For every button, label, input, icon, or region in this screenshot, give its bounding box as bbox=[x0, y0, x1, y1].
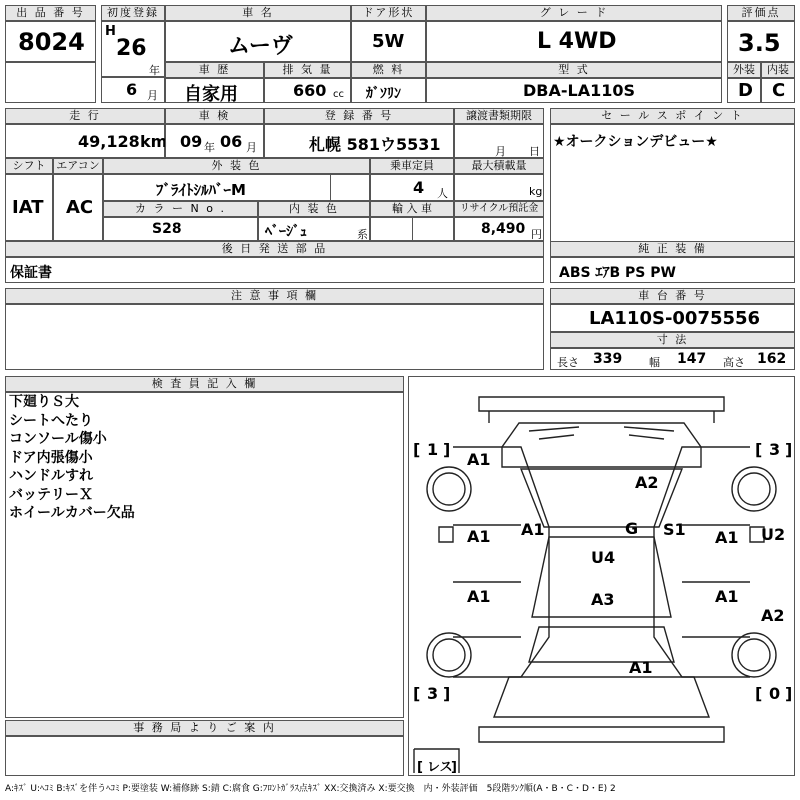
later-parts-label: 後 日 発 送 部 品 bbox=[5, 241, 544, 257]
length-label: 長さ bbox=[557, 356, 579, 369]
recycle-label: リサイクル預託金 bbox=[454, 201, 544, 217]
plate-label: 登 録 番 号 bbox=[264, 108, 454, 124]
displacement-label: 排 気 量 bbox=[264, 62, 351, 78]
inspection-month: 06 bbox=[220, 132, 243, 151]
tire-rl-value: 3 bbox=[427, 684, 439, 703]
tire-fr-open: [ bbox=[755, 440, 763, 459]
transfer-month-unit: 月 bbox=[495, 145, 506, 158]
capacity-cell bbox=[370, 174, 454, 201]
shift: IAT bbox=[12, 197, 44, 218]
tire-rr-close: ] bbox=[785, 684, 793, 703]
capacity-unit: 人 bbox=[437, 187, 448, 200]
inspection-label: 車 検 bbox=[165, 108, 264, 124]
mark-14: A1 bbox=[629, 658, 653, 677]
exterior-label: 外装 bbox=[727, 62, 761, 78]
tire-rr-value: 0 bbox=[769, 684, 781, 703]
inspector-line-4: ドア内張傷小 bbox=[9, 449, 93, 466]
recycle-cell bbox=[454, 217, 544, 241]
import-divider bbox=[412, 217, 413, 241]
car-name-cell bbox=[165, 21, 351, 62]
grade-label: グ レ ー ド bbox=[426, 5, 722, 21]
mileage: 49,128 bbox=[78, 132, 140, 151]
color-no-cell bbox=[103, 217, 258, 241]
width-label: 幅 bbox=[649, 356, 660, 369]
load-unit: kg bbox=[529, 185, 543, 198]
car-name-label: 車 名 bbox=[165, 5, 351, 21]
mark-9: U4 bbox=[591, 548, 616, 567]
ext-color-divider bbox=[330, 174, 370, 201]
interior-grade: C bbox=[772, 80, 786, 101]
mark-6: A1 bbox=[467, 527, 491, 546]
int-color-unit: 系 bbox=[357, 228, 368, 241]
tire-fr-value: 3 bbox=[769, 440, 781, 459]
int-color-cell bbox=[258, 217, 370, 241]
tire-fl-reading: [ bbox=[413, 440, 421, 459]
mark-10: A1 bbox=[467, 587, 491, 606]
mark-1: A1 bbox=[467, 450, 491, 469]
ext-color-label: 外 装 色 bbox=[103, 158, 370, 174]
mark-5: S1 bbox=[663, 520, 686, 539]
sales-point-label: セ ー ル ス ポ イ ン ト bbox=[550, 108, 795, 124]
ext-color: ﾌﾞﾗｲﾄｼﾙﾊﾞｰM bbox=[156, 181, 246, 199]
model-label: 型 式 bbox=[426, 62, 722, 78]
mileage-cell bbox=[5, 124, 168, 158]
load-label: 最大積載量 bbox=[454, 158, 544, 174]
recycle-unit: 円 bbox=[531, 228, 542, 241]
office-label: 事 務 局 よ り ご 案 内 bbox=[5, 720, 404, 736]
score: 3.5 bbox=[738, 29, 781, 57]
inspection-month-unit: 月 bbox=[246, 141, 257, 154]
height: 162 bbox=[757, 351, 787, 367]
lot-label: 出 品 番 号 bbox=[5, 5, 96, 21]
shift-cell bbox=[5, 174, 53, 241]
plate-number: 札幌 581ウ5531 bbox=[309, 135, 441, 154]
tire-rl-open: [ bbox=[413, 684, 421, 703]
reg-month: 6 bbox=[126, 80, 138, 99]
fuel: ｶﾞｿﾘﾝ bbox=[366, 86, 401, 102]
first-reg-month-cell bbox=[101, 77, 165, 103]
spare-open: [ bbox=[417, 760, 423, 775]
lot-blank bbox=[5, 62, 96, 103]
shift-label: シフト bbox=[5, 158, 53, 174]
mark-12: A1 bbox=[715, 587, 739, 606]
door-type: 5W bbox=[372, 31, 405, 52]
lot-number-cell bbox=[5, 21, 96, 62]
mark-3: A1 bbox=[521, 520, 545, 539]
mark-13: A2 bbox=[761, 606, 785, 625]
inspector-line bbox=[9, 393, 135, 523]
dims-cell bbox=[550, 348, 795, 370]
score-label: 評価点 bbox=[727, 5, 795, 21]
inspection-year: 09 bbox=[180, 132, 203, 151]
displacement-cell bbox=[264, 78, 351, 103]
spare-value: レス bbox=[427, 760, 453, 775]
length: 339 bbox=[593, 351, 623, 367]
transfer-label: 譲渡書類期限 bbox=[454, 108, 544, 124]
lot-number: 8024 bbox=[18, 28, 85, 56]
notes-cell bbox=[5, 304, 544, 370]
ac: AC bbox=[66, 197, 94, 218]
transfer-day-unit: 日 bbox=[529, 145, 540, 158]
inspector-line-5: ハンドルすれ bbox=[9, 468, 93, 484]
capacity: 4 bbox=[413, 178, 425, 197]
tire-rr-open: [ bbox=[755, 684, 763, 703]
inspector-line-1: 下廻りＳ大 bbox=[9, 394, 79, 410]
interior-cell bbox=[761, 78, 795, 103]
plate-cell bbox=[264, 124, 454, 158]
mark-7: U2 bbox=[761, 525, 786, 544]
width: 147 bbox=[677, 351, 707, 367]
office-cell bbox=[5, 736, 404, 776]
genuine-cell bbox=[550, 257, 795, 283]
transfer-cell bbox=[454, 124, 544, 158]
first-reg-label: 初度登録 bbox=[101, 5, 165, 21]
dims-label: 寸 法 bbox=[550, 332, 795, 348]
interior-label: 内装 bbox=[761, 62, 795, 78]
import-label: 輸 入 車 bbox=[370, 201, 454, 217]
damage-diagram bbox=[408, 376, 795, 776]
ac-label: エアコン bbox=[53, 158, 103, 174]
door-cell bbox=[351, 21, 426, 62]
reg-year: 26 bbox=[116, 36, 147, 61]
inspector-line-2: シートへたり bbox=[9, 412, 93, 429]
door-label: ドア形状 bbox=[351, 5, 426, 21]
year-unit: 年 bbox=[149, 64, 160, 77]
car-name: ムーヴ bbox=[228, 34, 293, 59]
color-no-label: カ ラ ー N o . bbox=[103, 201, 258, 217]
color-no: S28 bbox=[152, 221, 182, 237]
inspection-year-unit: 年 bbox=[204, 141, 215, 154]
height-label: 高さ bbox=[723, 356, 745, 369]
mark-4: G bbox=[625, 519, 639, 538]
ac-cell bbox=[53, 174, 103, 241]
later-parts-cell bbox=[5, 257, 544, 283]
sales-point: ★オークションデビュー★ bbox=[553, 134, 718, 150]
score-cell bbox=[727, 21, 795, 62]
mileage-label: 走 行 bbox=[5, 108, 165, 124]
tire-fr-close: ] bbox=[785, 440, 793, 459]
grade: L 4WD bbox=[537, 29, 617, 54]
mileage-unit: km bbox=[140, 132, 168, 151]
history: 自家用 bbox=[184, 84, 238, 105]
chassis-number: LA110S-0075556 bbox=[589, 308, 761, 329]
inspector-label: 検 査 員 記 入 欄 bbox=[5, 376, 404, 392]
spare-close: ] bbox=[451, 760, 457, 775]
capacity-label: 乗車定員 bbox=[370, 158, 454, 174]
model-cell bbox=[426, 78, 722, 103]
fuel-cell bbox=[351, 78, 426, 103]
displacement-unit: cc bbox=[333, 89, 344, 100]
exterior-grade: D bbox=[738, 80, 753, 101]
era: H bbox=[105, 24, 116, 39]
legend: A:ｷｽﾞ U:ﾍｺﾐ B:ｷｽﾞを伴うﾍｺﾐ P:要塗装 W:補修跡 S:錆 C:腐食 G:ﾌﾛﾝﾄｶﾞﾗｽ点ｷｽﾞ XX:交換済み X:要交換 内・外装評価 5段階ﾗﾝｸ順(A・B・C・D・E) 2 bbox=[5, 784, 616, 794]
inspector-line-3: コンソール傷小 bbox=[9, 431, 107, 447]
inspection-cell bbox=[165, 124, 264, 158]
chassis-cell bbox=[550, 304, 795, 332]
int-color-label: 内 装 色 bbox=[258, 201, 370, 217]
mark-2: A2 bbox=[635, 473, 659, 492]
mark-11: A3 bbox=[591, 590, 615, 609]
model-code: DBA-LA110S bbox=[523, 81, 635, 100]
chassis-label: 車 台 番 号 bbox=[550, 288, 795, 304]
inspector-cell bbox=[5, 392, 404, 718]
grade-cell bbox=[426, 21, 722, 62]
load-cell bbox=[454, 174, 544, 201]
history-label: 車 歴 bbox=[165, 62, 264, 78]
inspector-line-7: ホイールカバー欠品 bbox=[9, 505, 135, 521]
first-reg-year-cell bbox=[101, 21, 165, 77]
int-color: ﾍﾞｰｼﾞｭ bbox=[265, 224, 307, 240]
tire-fl-close: ] bbox=[443, 440, 451, 459]
car-outline bbox=[409, 377, 794, 775]
sales-point-cell bbox=[550, 124, 795, 254]
genuine-label: 純 正 装 備 bbox=[550, 241, 795, 257]
history-cell bbox=[165, 78, 264, 103]
genuine-equipment: ABS ｴｱB PS PW bbox=[559, 265, 676, 281]
notes-label: 注 意 事 項 欄 bbox=[5, 288, 544, 304]
mark-8: A1 bbox=[715, 528, 739, 547]
later-parts: 保証書 bbox=[10, 265, 52, 281]
exterior-cell bbox=[727, 78, 761, 103]
fuel-label: 燃 料 bbox=[351, 62, 426, 78]
displacement: 660 bbox=[293, 81, 327, 100]
month-unit: 月 bbox=[147, 89, 158, 102]
tire-rl-close: ] bbox=[443, 684, 451, 703]
inspector-line-6: バッテリーＸ bbox=[9, 486, 93, 503]
recycle-amount: 8,490 bbox=[481, 221, 526, 237]
tire-fl-value: 1 bbox=[427, 440, 439, 459]
